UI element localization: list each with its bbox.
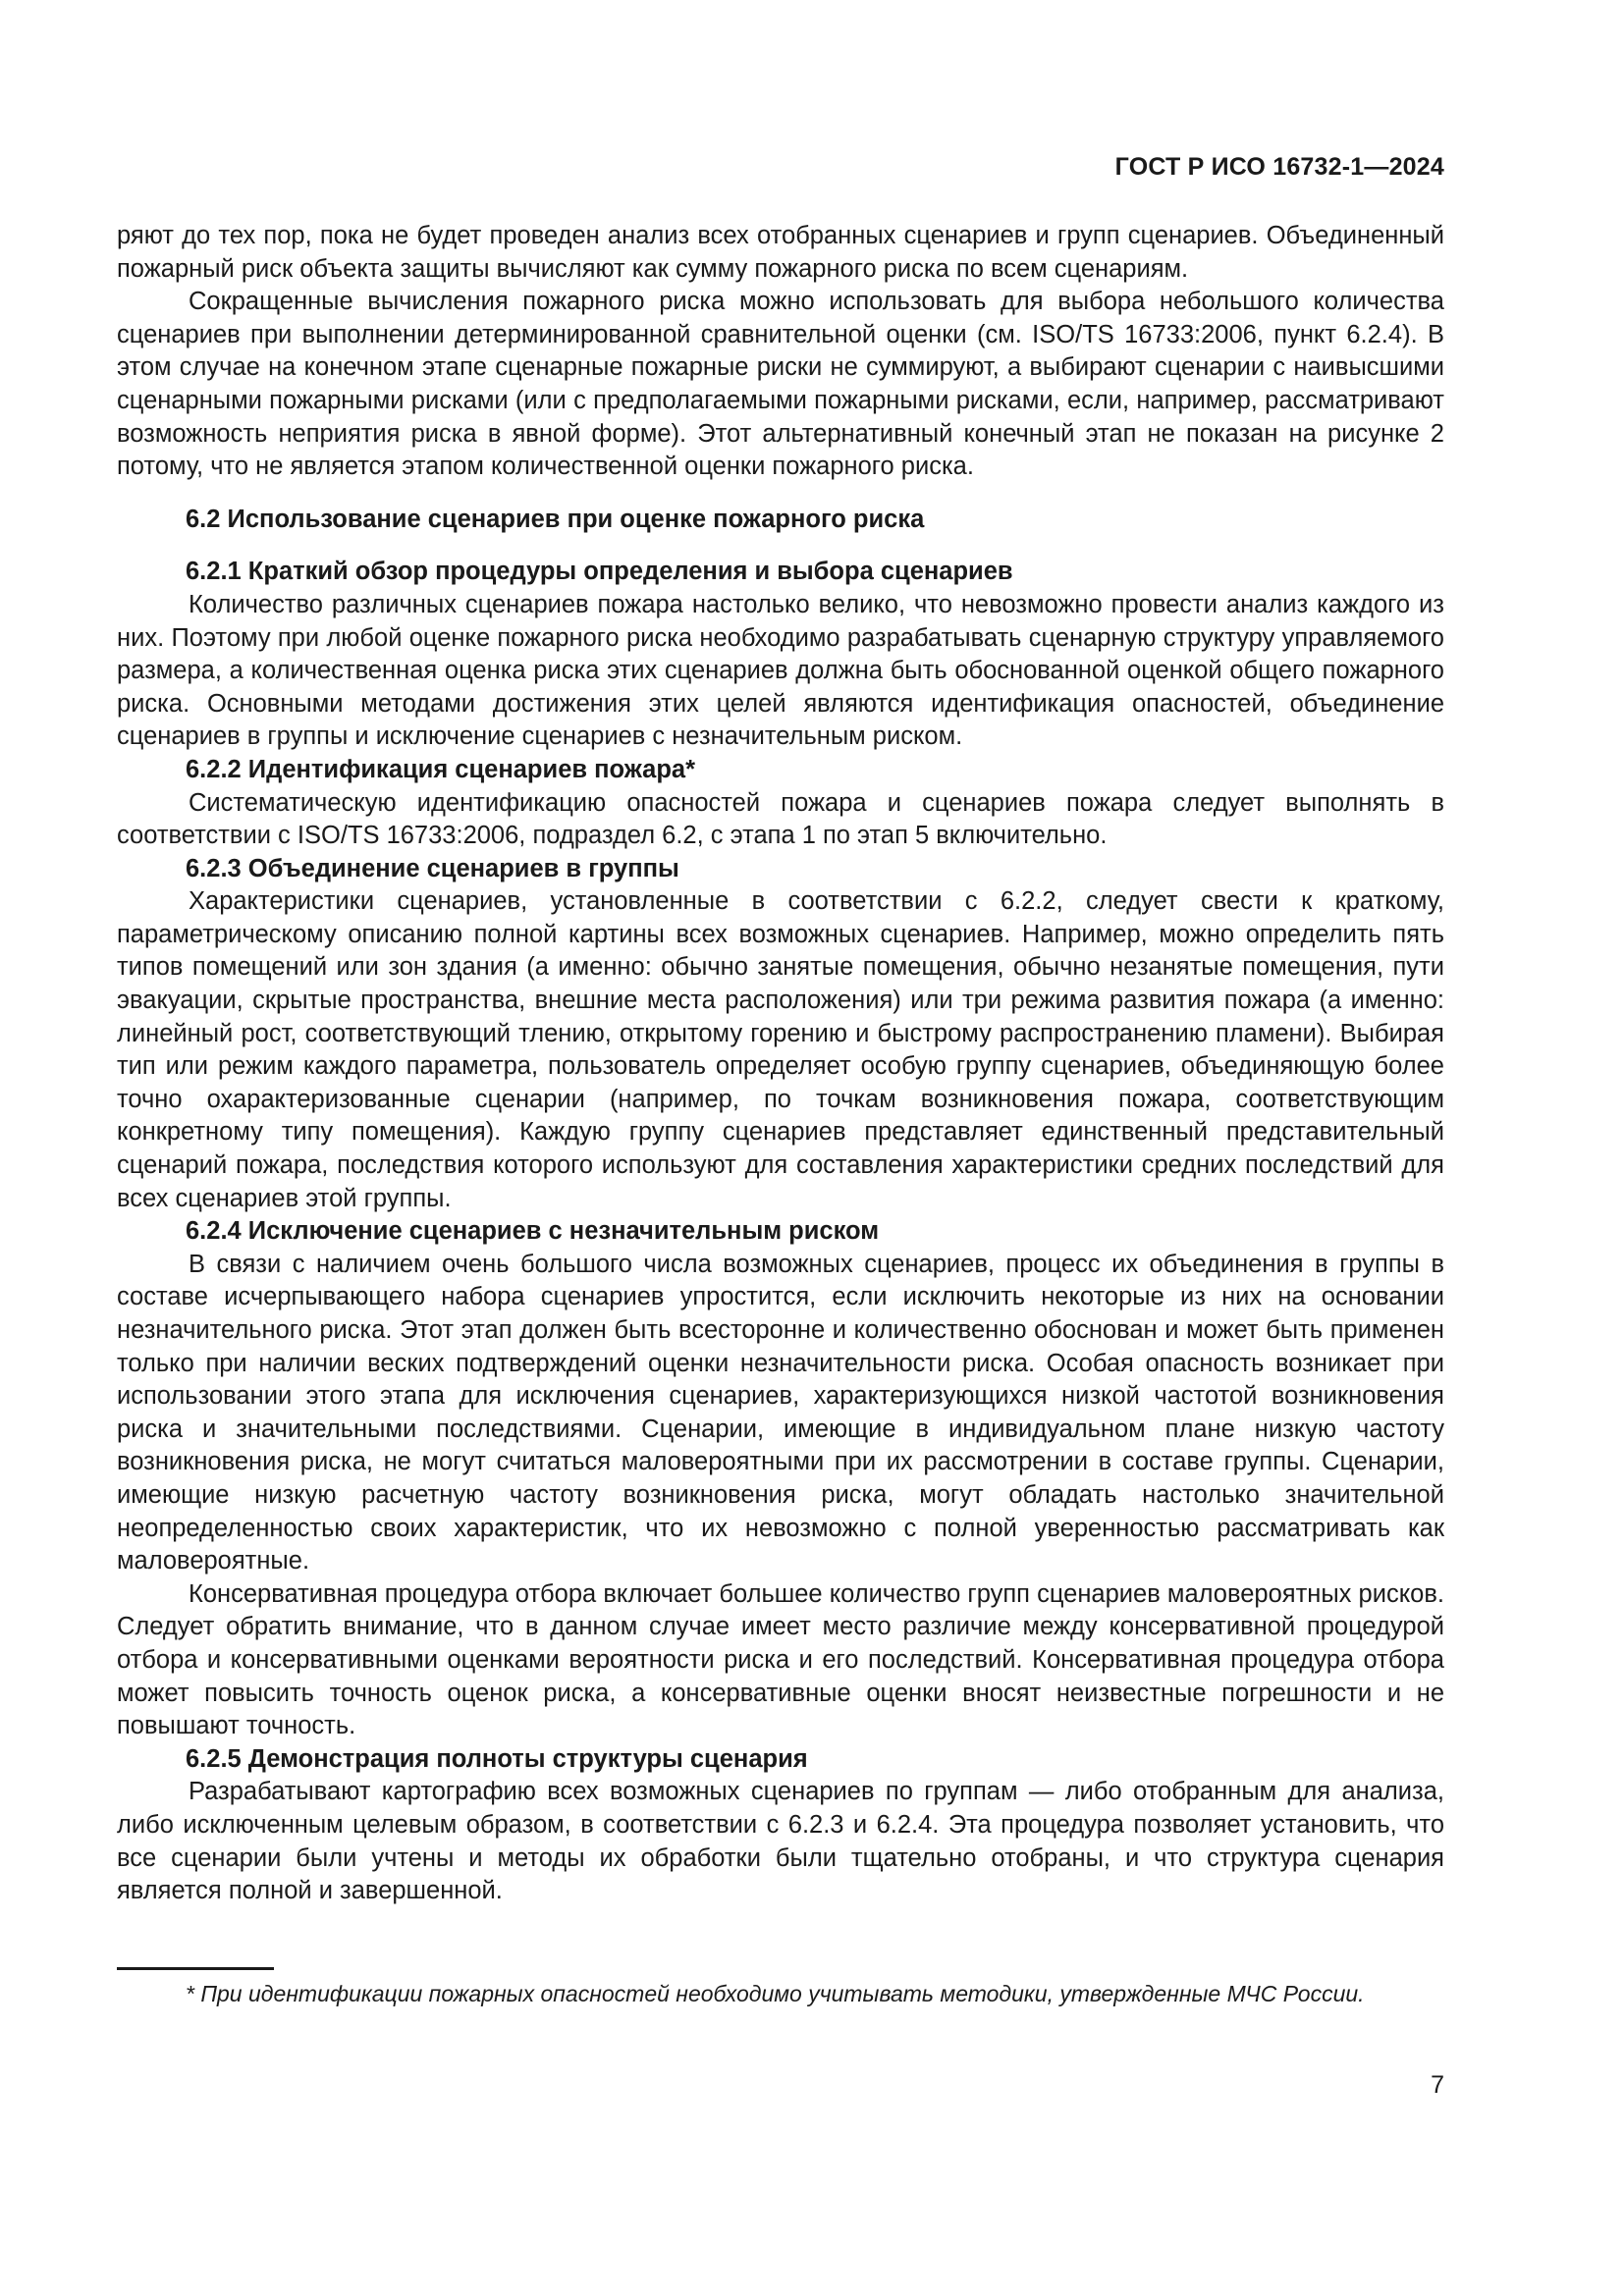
paragraph-6-2-2: Систематическую идентификацию опасностей пожара и сценариев пожара следует выполнять в соответствии с ISO/TS 16733:2006, подраздел 6.2, с этапа 1 по этап 5 включительно. <box>117 788 1444 850</box>
paragraph-6-2-3: Характеристики сценариев, установленные в соответствии с 6.2.2, следует свести к краткому, параметрическому описанию полной картины всех возможных сценариев. Например, можно определить пять типов помещений или зон здания (а именно: обычно занятые помещения, обычно незанятые помещения, пути эвакуации, скрытые пространства, внешние места расположения) или три режима развития пожара (а именно: линейный рост, соответствующий тлению, открытому горению и быстрому распространению пламени). Выбирая тип или режим каждого параметра, пользователь определяет особую группу сценариев, объединяющую более точно охарактеризованные сценарии (например, по точкам возникновения пожара, соответствующим конкретному типу помещения). Каждую группу сценариев представляет единственный представительный сценарий пожара, последствия которого используют для составления характеристики средних последствий для всех сценариев этой группы. <box>117 887 1444 1212</box>
section-heading-6-2: 6.2 Использование сценариев при оценке пожарного риска <box>186 505 925 533</box>
paragraph-6-2-1: Количество различных сценариев пожара настолько велико, что невозможно провести анализ каждого из них. Поэтому при любой оценке пожарного риска необходимо разрабатывать сценарную структуру управляемого размера, а количественная оценка риска этих сценариев должна быть обоснованной оценкой общего пожарного риска. Основными методами достижения этих целей являются идентификация опасностей, объединение сценариев в группы и исключение сценариев с незначительным риском. <box>117 590 1444 751</box>
document-code-header: ГОСТ Р ИСО 16732-1—2024 <box>1114 153 1444 181</box>
section-heading-6-2-5: 6.2.5 Демонстрация полноты структуры сценария <box>186 1744 808 1773</box>
paragraph-6-2-4-a: В связи с наличием очень большого числа возможных сценариев, процесс их объединения в группы в составе исчерпывающего набора сценариев упростится, если исключить некоторые из них на основании незначительного риска. Этот этап должен быть всесторонне и количественно обоснован и может быть применен только при наличии веских подтверждений оценки незначительности риска. Особая опасность возникает при использовании этого этапа для исключения сценариев, характеризующихся низкой частотой возникновения риска и значительными последствиями. Сценарии, имеющие в индивидуальном плане низкую частоту возникновения риска, не могут считаться маловероятными при их рассмотрении в составе группы. Сценарии, имеющие низкую расчетную частоту возникновения риска, могут обладать настолько значительной неопределенностью своих характеристик, что их невозможно с полной уверенностью рассматривать как маловероятные. <box>117 1250 1444 1575</box>
section-heading-6-2-3: 6.2.3 Объединение сценариев в группы <box>186 854 679 882</box>
page-number: 7 <box>1431 2071 1444 2099</box>
paragraph-shortened-calculations: Сокращенные вычисления пожарного риска можно использовать для выбора небольшого количества сценариев при выполнении детерминированной сравнительной оценки (см. ISO/TS 16733:2006, пункт 6.2.4). В этом случае на конечном этапе сценарные пожарные риски не суммируют, а выбирают сценарии с наивысшими сценарными пожарными рисками (или с предполагаемыми пожарными рисками, если, например, рассматривают возможность неприятия риска в явной форме). Этот альтернативный конечный этап не показан на рисунке 2 потому, что не является этапом количественной оценки пожарного риска. <box>117 288 1444 481</box>
section-heading-6-2-4: 6.2.4 Исключение сценариев с незначительным риском <box>186 1217 880 1246</box>
footnote: * При идентификации пожарных опасностей необходимо учитывать методики, утвержденные МЧС России. <box>186 1981 1365 2006</box>
section-heading-6-2-1: 6.2.1 Краткий обзор процедуры определения и выбора сценариев <box>186 558 1013 586</box>
paragraph-6-2-5: Разрабатывают картографию всех возможных сценариев по группам — либо отобранным для анализа, либо исключенным целевым образом, в соответствии с 6.2.3 и 6.2.4. Эта процедура позволяет установить, что все сценарии были учтены и методы их обработки были тщательно отобраны, и что структура сценария является полной и завершенной. <box>117 1778 1444 1905</box>
document-body <box>117 220 1444 1908</box>
paragraph-6-2-4-b: Консервативная процедура отбора включает большее количество групп сценариев маловероятных рисков. Следует обратить внимание, что в данном случае имеет место различие между консервативной процедурой отбора и консервативными оценками вероятности риска и его последствий. Консервативная процедура отбора может повысить точность оценок риска, а консервативные оценки вносят неизвестные погрешности и не повышают точность. <box>117 1579 1444 1740</box>
footnote-divider <box>117 1967 274 1970</box>
section-heading-6-2-2: 6.2.2 Идентификация сценариев пожара* <box>186 755 696 783</box>
paragraph-continuation: ряют до тех пор, пока не будет проведен анализ всех отобранных сценариев и групп сценариев. Объединенный пожарный риск объекта защиты вычисляют как сумму пожарного риска по всем сценариям. <box>117 222 1444 283</box>
